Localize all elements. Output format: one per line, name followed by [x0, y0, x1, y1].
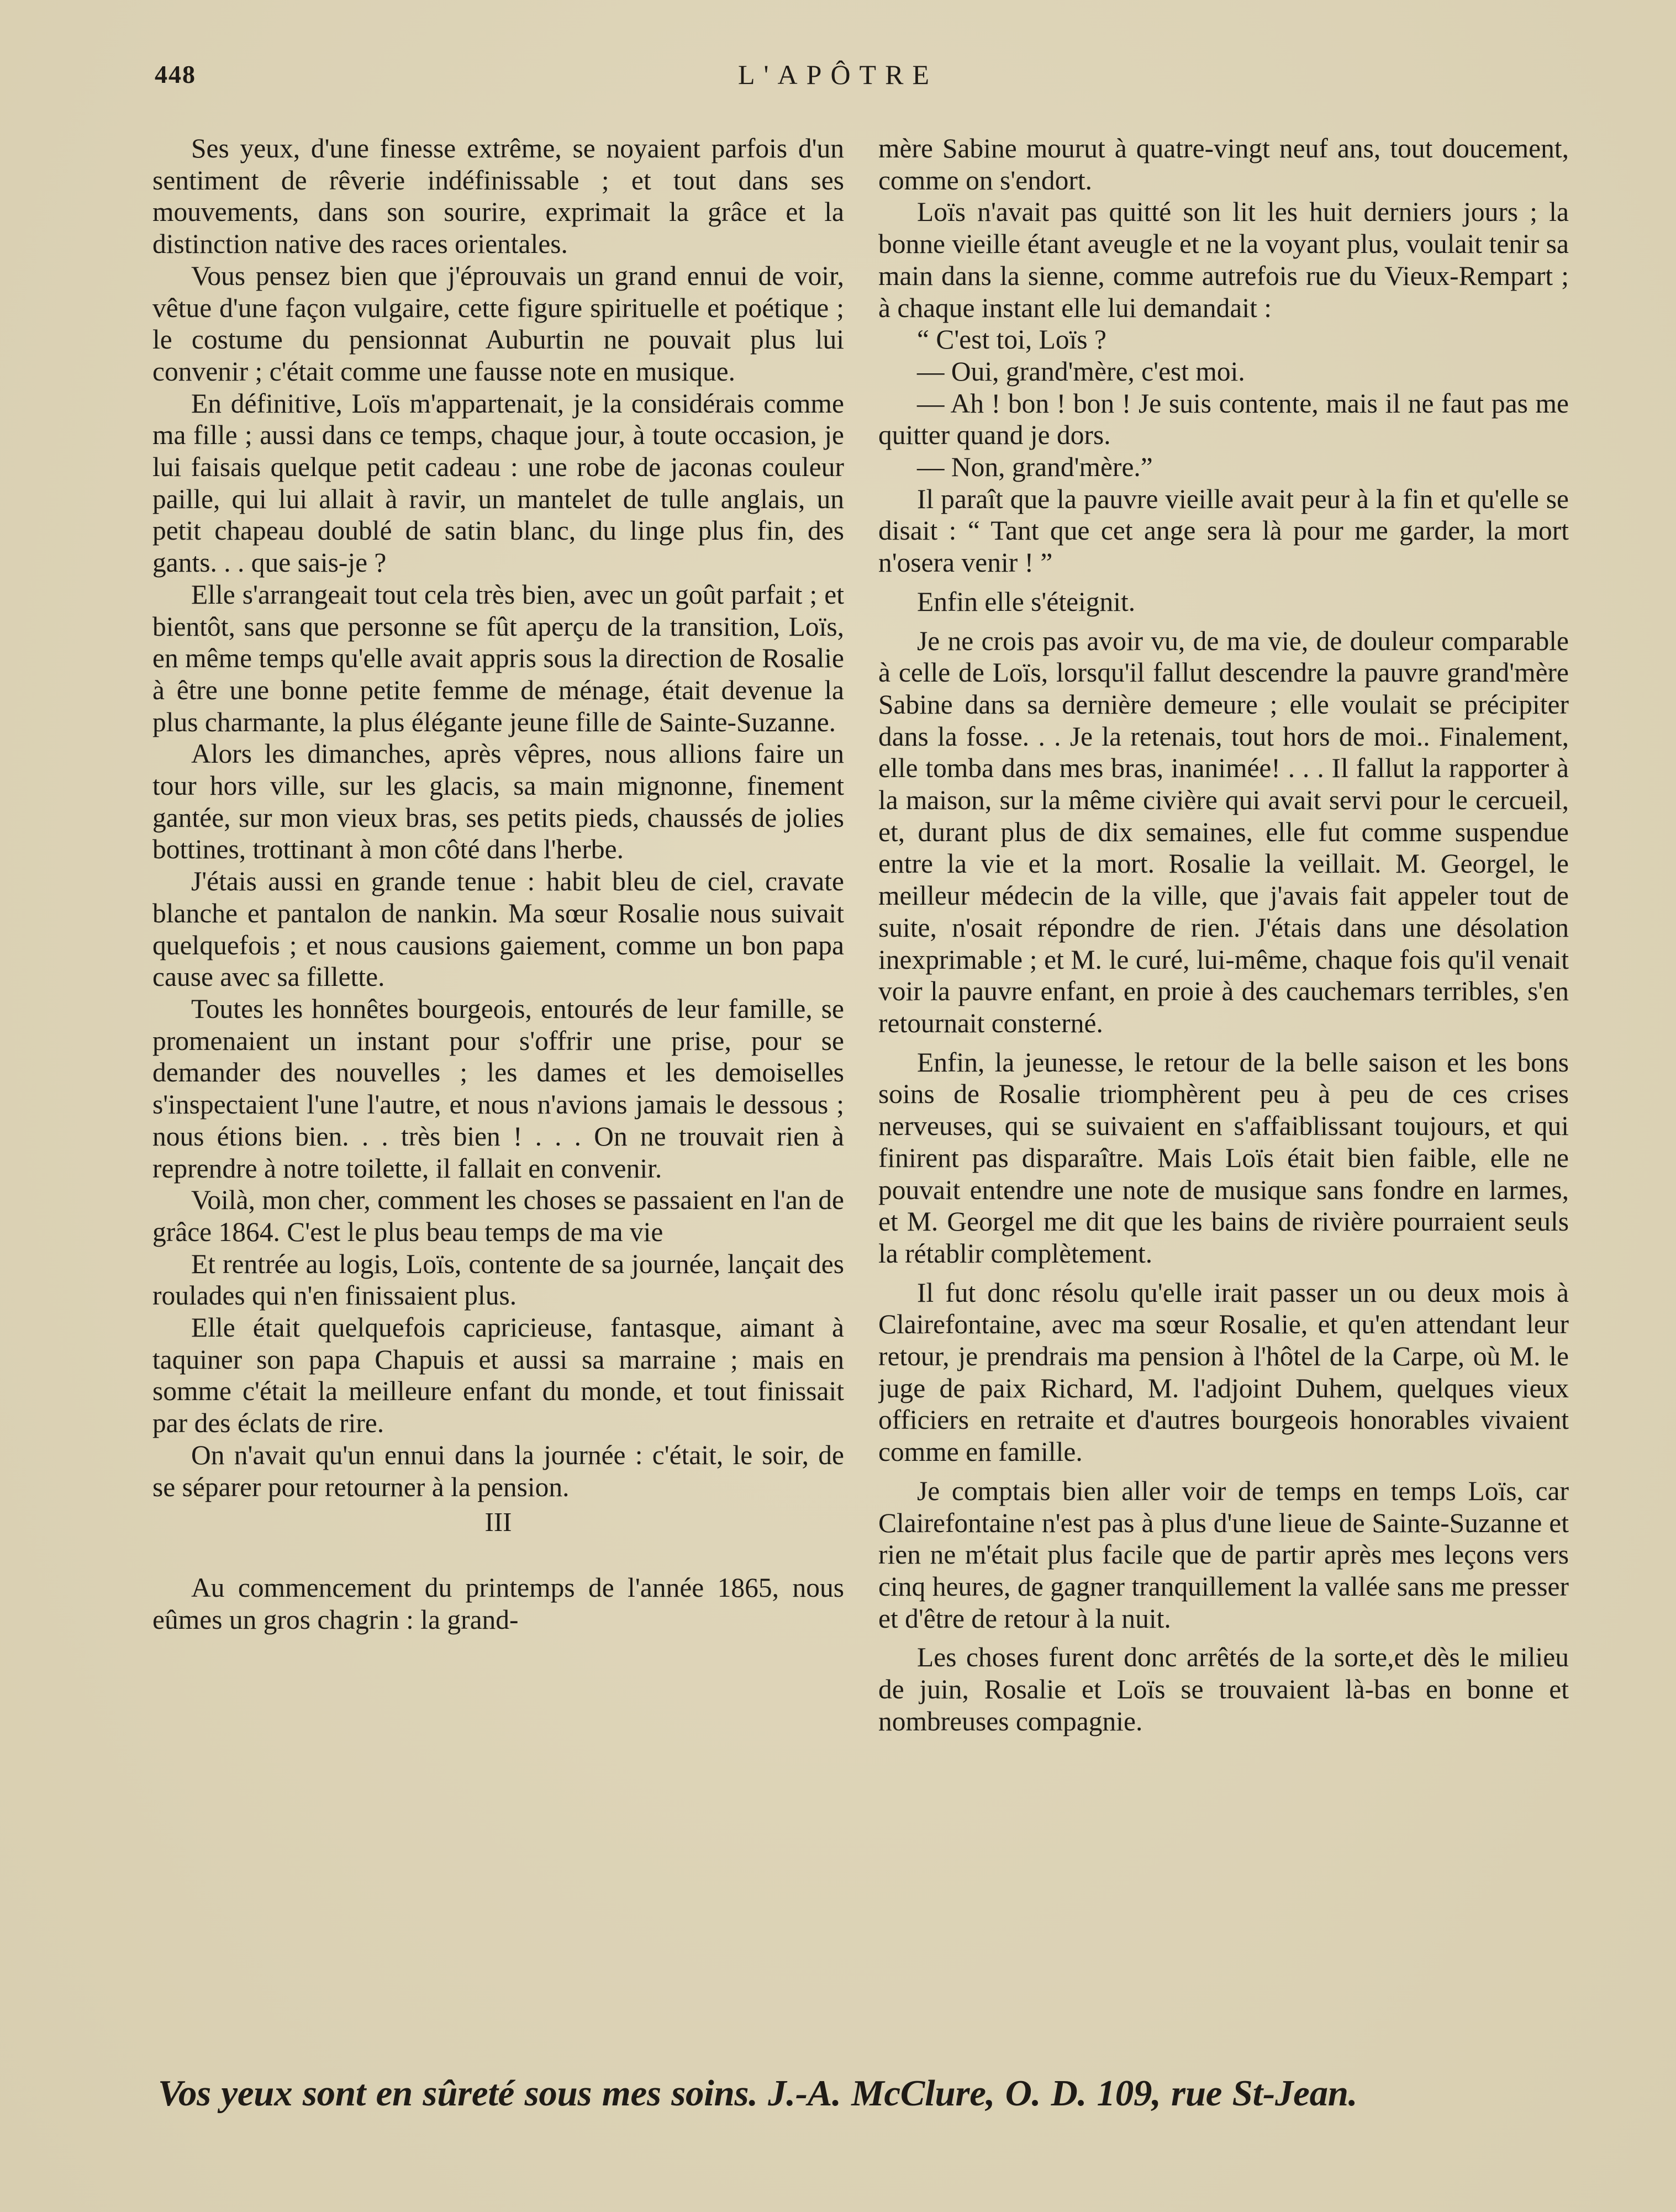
page-number: 448	[155, 60, 196, 88]
paragraph: Toutes les honnêtes bourgeois, entourés de leur famille, se promenaient un instant pour s'offrir une prise, pour se demander des nouvelles ; les dames et les demoiselles s'inspectaient l'une l'autre, et nous n'avions jamais le dessous ; nous étions bien. . . très bien ! . . . On ne trouvait rien à reprendre à notre toilette, il fallait en convenir.	[152, 993, 844, 1184]
paragraph: En définitive, Loïs m'appartenait, je la considérais comme ma fille ; aussi dans ce temps, chaque jour, à toute occasion, je lui faisais quelque petit cadeau : une robe de jaconas couleur paille, qui lui allait à ravir, un mantelet de tulle anglais, un petit chapeau doublé de satin blanc, du linge plus fin, des gants. . . que sais-je ?	[152, 388, 844, 578]
paragraph: Enfin elle s'éteignit.	[917, 586, 1136, 617]
paragraph: Elle s'arrangeait tout cela très bien, avec un goût parfait ; et bientôt, sans que personne se fût aperçu de la transition, Loïs, en même temps qu'elle avait appris sous la direction de Rosalie à être une bonne petite femme de ménage, était devenue la plus charmante, la plus élégante jeune fille de Sainte-Suzanne.	[152, 579, 844, 737]
paragraph: Au commencement du printemps de l'année 1865, nous eûmes un gros chagrin : la grand-	[152, 1572, 844, 1635]
dialogue-line: — Non, grand'mère.”	[917, 452, 1153, 483]
paragraph: On n'avait qu'un ennui dans la journée : c'était, le soir, de se séparer pour retourner à la pension.	[152, 1439, 844, 1502]
paragraph: Ses yeux, d'une finesse extrême, se noyaient parfois d'un sentiment de rêverie indéfinissable ; et tout dans ses mouvements, dans son sourire, exprimait la grâce et la distinction native des races orientales.	[152, 133, 844, 260]
paragraph: Je ne crois pas avoir vu, de ma vie, de douleur comparable à celle de Loïs, lorsqu'il fallut descendre la pauvre grand'mère Sabine dans sa dernière demeure ; elle voulait se précipiter dans la fosse. . . Je la retenais, tout hors de moi.. Finalement, elle tomba dans mes bras, inanimée! . . . Il fallut la rapporter à la maison, sur la même civière qui avait servi pour le cercueil, et, durant plus de dix semaines, elle fut comme suspendue entre la vie et la mort. Rosalie la veillait. M. Georgel, le meilleur médecin de la ville, que j'avais fait appeler tout de suite, n'osait répondre de rien. J'étais dans une désolation inexprimable ; et M. le curé, lui-même, chaque fois qu'il venait voir la pauvre enfant, en proie à des cauchemars terribles, s'en retournait consterné.	[878, 625, 1569, 1038]
paragraph: Enfin, la jeunesse, le retour de la belle saison et les bons soins de Rosalie triomphèrent peu à peu de ces crises nerveuses, qui se suivaient en s'affaiblissant toujours, et qui finirent pas disparaître. Mais Loïs était bien faible, elle ne pouvait entendre une note de musique sans fondre en larmes, et M. Georgel me dit que les bains de rivière pourraient seuls la rétablir complètement.	[878, 1047, 1569, 1269]
paragraph: mère Sabine mourut à quatre-vingt neuf ans, tout doucement, comme on s'endort.	[878, 133, 1569, 196]
dialogue-line: — Ah ! bon ! bon ! Je suis contente, mais il ne faut pas me quitter quand je dors.	[878, 388, 1569, 451]
paragraph: Les choses furent donc arrêtés de la sorte,et dès le milieu de juin, Rosalie et Loïs se trouvaient là-bas en bonne et nombreuses compagnie.	[878, 1642, 1569, 1736]
section-heading: III	[484, 1507, 512, 1538]
footer-advertisement: Vos yeux sont en sûreté sous mes soins. J.-A. McClure, O. D. 109, rue St-Jean.	[158, 2073, 1358, 2114]
paragraph: Vous pensez bien que j'éprouvais un grand ennui de voir, vêtue d'une façon vulgaire, cette figure spirituelle et poétique ; le costume du pensionnat Auburtin ne pouvait plus lui convenir ; c'était comme une fausse note en musique.	[152, 260, 844, 387]
paragraph: Il fut donc résolu qu'elle irait passer un ou deux mois à Clairefontaine, avec ma sœur Rosalie, et qu'en attendant leur retour, je prendrais ma pension à l'hôtel de la Carpe, où M. le juge de paix Richard, M. l'adjoint Duhem, quelques vieux officiers en retraite et d'autres bourgeois honorables vivaient comme en famille.	[878, 1277, 1569, 1467]
paragraph: Alors les dimanches, après vêpres, nous allions faire un tour hors ville, sur les glacis, sa main mignonne, finement gantée, sur mon vieux bras, ses petits pieds, chaussés de jolies bottines, trottinant à mon côté dans l'herbe.	[152, 738, 844, 865]
left-column	[152, 133, 844, 2066]
paragraph: Et rentrée au logis, Loïs, contente de sa journée, lançait des roulades qui n'en finissaient plus.	[152, 1248, 844, 1311]
dialogue-line: — Oui, grand'mère, c'est moi.	[917, 356, 1245, 387]
paragraph: Je comptais bien aller voir de temps en temps Loïs, car Clairefontaine n'est pas à plus d'une lieue de Sainte-Suzanne et rien ne m'était plus facile que de partir après mes leçons vers cinq heures, de gagner tranquillement la vallée sans me presser et d'être de retour à la nuit.	[878, 1475, 1569, 1634]
right-column	[878, 133, 1569, 2066]
paragraph: Il paraît que la pauvre vieille avait peur à la fin et qu'elle se disait : “ Tant que cet ange sera là pour me garder, la mort n'osera venir ! ”	[878, 483, 1569, 578]
paragraph: Voilà, mon cher, comment les choses se passaient en l'an de grâce 1864. C'est le plus beau temps de ma vie	[152, 1185, 844, 1247]
paragraph: J'étais aussi en grande tenue : habit bleu de ciel, cravate blanche et pantalon de nankin. Ma sœur Rosalie nous suivait quelquefois ; et nous causions gaiement, comme un bon papa cause avec sa fillette.	[152, 866, 844, 993]
paragraph: Elle était quelquefois capricieuse, fantasque, aimant à taquiner son papa Chapuis et aussi sa marraine ; mais en somme c'était la meilleure enfant du monde, et tout finissait par des éclats de rire.	[152, 1312, 844, 1439]
running-title: L'APÔTRE	[737, 59, 938, 90]
paragraph: Loïs n'avait pas quitté son lit les huit derniers jours ; la bonne vieille étant aveugle et ne la voyant plus, voulait tenir sa main dans la sienne, comme autrefois rue du Vieux-Rempart ; à chaque instant elle lui demandait :	[878, 197, 1569, 323]
dialogue-line: “ C'est toi, Loïs ?	[917, 324, 1106, 355]
